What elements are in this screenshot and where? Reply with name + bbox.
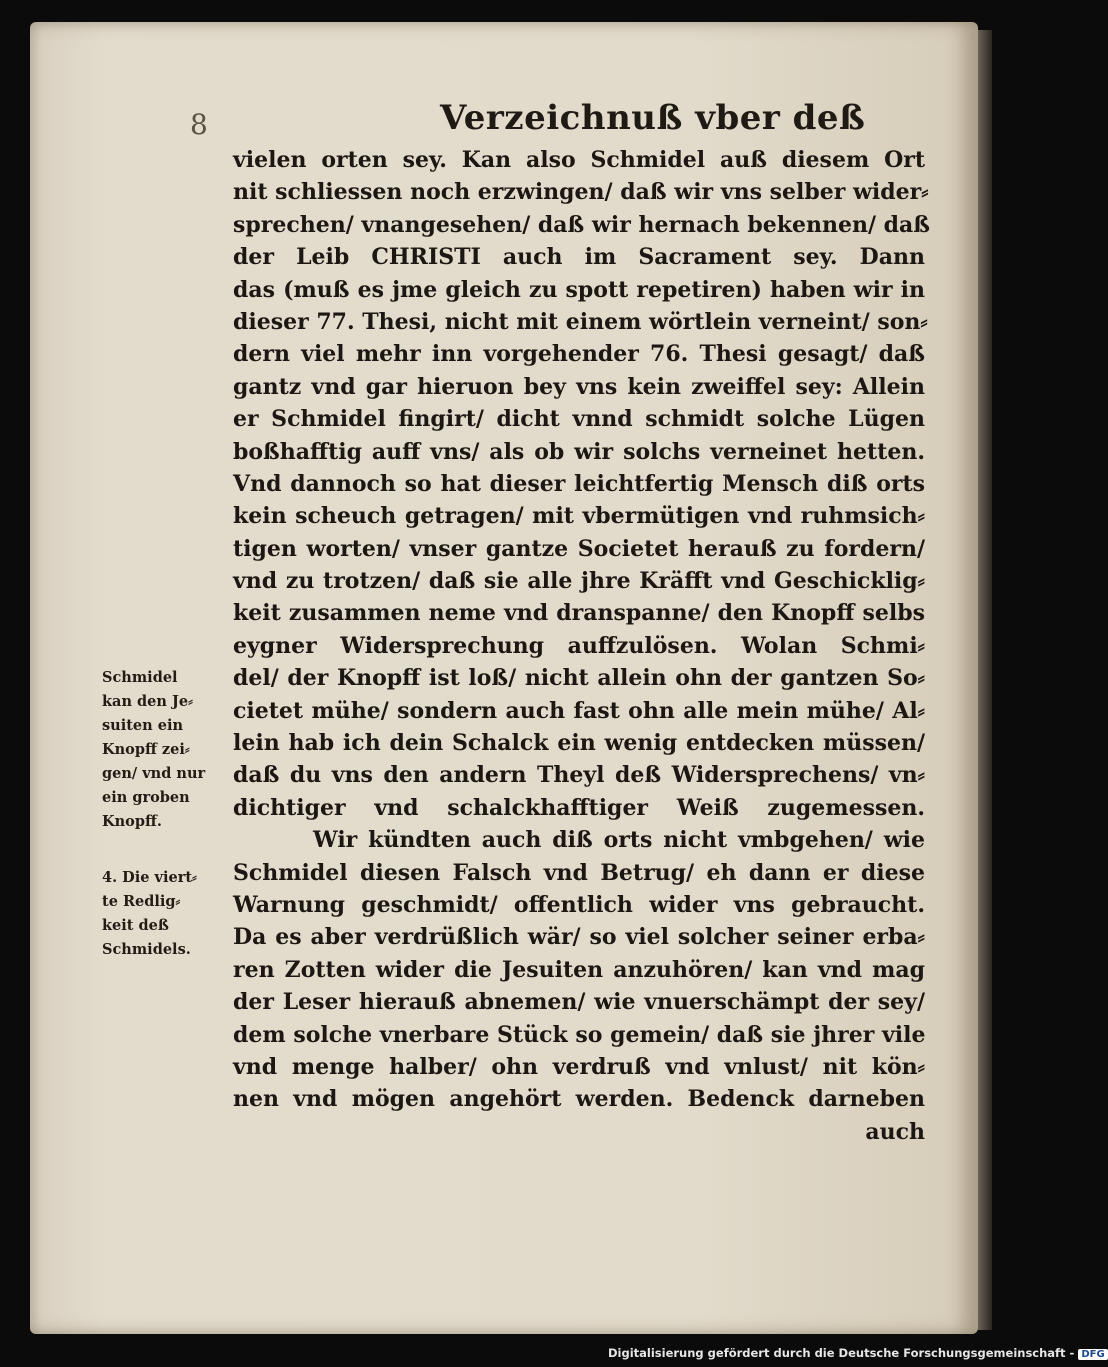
- sidenote-line: keit deß: [102, 917, 169, 934]
- text-line: er Schmidel fingirt/ dicht vnnd schmidt solche Lügen: [233, 406, 925, 433]
- text-line: dieser 77. Thesi, nicht mit einem wörtlein verneint/ son⸗: [233, 308, 928, 335]
- sidenote-knopff: [102, 666, 230, 834]
- body-text: [233, 144, 930, 1148]
- text-line: der Leib CHRISTI auch im Sacrament sey. Dann: [233, 244, 925, 271]
- text-line: nen vnd mögen angehört werden. Bedenck darneben: [233, 1086, 925, 1113]
- sidenote-line: kan den Je⸗: [102, 693, 193, 710]
- text-line: del/ der Knopff ist loß/ nicht allein ohn der gantzen So⸗: [233, 665, 925, 692]
- sidenote-line: 4. Die viert⸗: [102, 869, 197, 886]
- text-line: daß du vns den andern Theyl deß Widersprechens/ vn⸗: [233, 762, 925, 789]
- catchword: auch: [865, 1118, 925, 1145]
- page-number: 8: [190, 108, 208, 141]
- text-line: Wir kündten auch diß orts nicht vmbgehen/ wie: [313, 827, 925, 854]
- text-line: Vnd dannoch so hat dieser leichtfertig Mensch diß orts: [233, 470, 925, 497]
- sidenote-redligkeit: [102, 866, 230, 962]
- text-line: cietet mühe/ sondern auch fast ohn alle mein mühe/ Al⸗: [233, 697, 925, 724]
- book-spine-edge: [978, 30, 992, 1330]
- text-line: vielen orten sey. Kan also Schmidel auß diesem Ort: [233, 147, 925, 173]
- sidenote-line: Schmidels.: [102, 941, 191, 958]
- running-head: Verzeichnuß vber deß: [440, 98, 866, 138]
- text-line: keit zusammen neme vnd dranspanne/ den Knopff selbs: [233, 600, 925, 627]
- text-line: ren Zotten wider die Jesuiten anzuhören/ kan vnd mag: [233, 956, 925, 983]
- text-line: Warnung geschmidt/ offentlich wider vns gebraucht.: [233, 891, 925, 918]
- dfg-logo: DFG: [1078, 1349, 1107, 1360]
- text-line: dichtiger vnd schalckhafftiger Weiß zugemessen.: [233, 794, 925, 821]
- sidenote-line: te Redlig⸗: [102, 893, 181, 910]
- text-line: nit schliessen noch erzwingen/ daß wir vns selber wider⸗: [233, 179, 929, 206]
- text-line: dern viel mehr inn vorgehender 76. Thesi gesagt/ daß: [233, 341, 925, 368]
- text-line: vnd zu trotzen/ daß sie alle jhre Kräfft vnd Geschicklig⸗: [233, 568, 925, 595]
- text-line: sprechen/ vnangesehen/ daß wir hernach bekennen/ daß: [233, 211, 930, 238]
- text-line: boßhafftig auff vns/ als ob wir solchs verneinet hetten.: [233, 438, 925, 465]
- sidenote-line: Knopff.: [102, 813, 162, 830]
- text-line: Schmidel diesen Falsch vnd Betrug/ eh dann er diese: [233, 859, 925, 886]
- text-line: kein scheuch getragen/ mit vbermütigen vnd ruhmsich⸗: [233, 503, 925, 530]
- text-line: Da es aber verdrüßlich wär/ so viel solcher seiner erba⸗: [233, 924, 925, 951]
- digitization-footer: [608, 1346, 1105, 1364]
- text-line: eygner Widersprechung auffzulösen. Wolan Schmi⸗: [233, 632, 925, 659]
- text-line: gantz vnd gar hieruon bey vns kein zweiffel sey: Allein: [233, 373, 925, 400]
- sidenote-line: Schmidel: [102, 669, 178, 686]
- sidenote-line: Knopff zei⸗: [102, 741, 190, 758]
- text-line: der Leser hierauß abnemen/ wie vnuerschämpt der sey/: [233, 989, 925, 1016]
- sidenote-line: suiten ein: [102, 717, 184, 734]
- sidenote-line: ein groben: [102, 789, 190, 806]
- text-line: vnd menge halber/ ohn verdruß vnd vnlust/ nit kön⸗: [233, 1053, 925, 1080]
- text-line: lein hab ich dein Schalck ein wenig entdecken müssen/: [233, 730, 925, 757]
- footer-text: Digitalisierung gefördert durch die Deutsche Forschungsgemeinschaft -: [608, 1346, 1075, 1360]
- text-line: tigen worten/ vnser gantze Societet herauß zu fordern/: [233, 535, 925, 562]
- text-line: dem solche vnerbare Stück so gemein/ daß sie jhrer vile: [233, 1021, 926, 1048]
- sidenote-line: gen/ vnd nur: [102, 765, 206, 782]
- text-line: das (muß es jme gleich zu spott repetiren) haben wir in: [233, 276, 925, 303]
